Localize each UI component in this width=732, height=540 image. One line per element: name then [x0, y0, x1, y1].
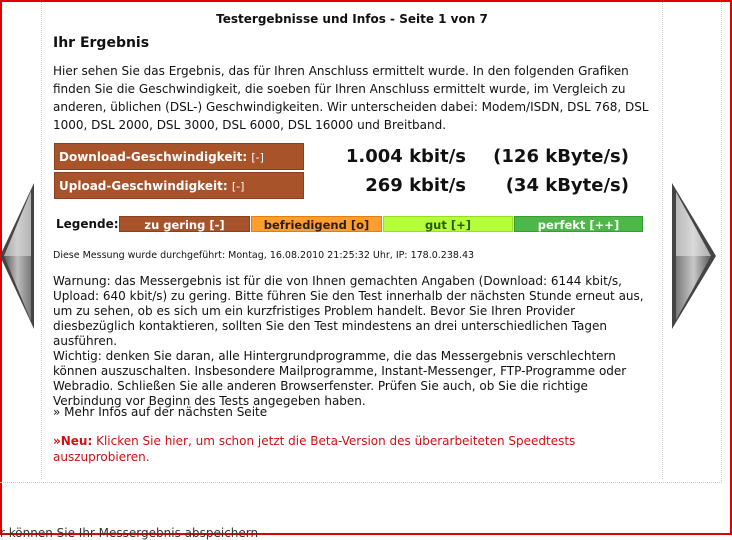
upload-label-box[interactable] — [54, 172, 304, 199]
previous-page-button[interactable] — [0, 183, 38, 333]
beta-new-label: »Neu: — [53, 434, 93, 448]
legend-item-too-low: zu gering [-] — [119, 216, 250, 232]
more-info-link[interactable]: » Mehr Infos auf der nächsten Seite — [53, 405, 268, 419]
next-page-button[interactable] — [670, 183, 718, 333]
download-row — [54, 143, 634, 170]
beta-link-text: Klicken Sie hier, um schon jetzt die Beta-Version des überarbeiteten Speedtests auszuprobieren. — [53, 434, 576, 464]
measurement-info: Diese Messung wurde durchgeführt: Montag, 16.08.2010 21:25:32 Uhr, IP: 178.0.238.43 — [53, 250, 475, 261]
upload-label: Upload-Geschwindigkeit: — [59, 179, 228, 193]
page-title: Testergebnisse und Infos - Seite 1 von 7 — [216, 12, 488, 26]
download-toggle[interactable]: [-] — [251, 151, 264, 164]
intro-text: Hier sehen Sie das Ergebnis, das für Ihren Anschluss ermittelt wurde. In den folgenden Grafiken finden Sie die Geschwindigkeit, die soeben für Ihren Anschluss ermittelt wurde, im Vergleich zu anderen, üblichen (DSL-) Geschwindigkeiten. Wir unterscheiden dabei: Modem/ISDN, DSL 768, DSL 1000, DSL 2000, DSL 3000, DSL 6000, DSL 16000 und Breitband. — [53, 64, 649, 132]
warning-text: Warnung: das Messergebnis ist für die von Ihnen gemachten Angaben (Download: 6144 kbit/s, Upload: 640 kbit/s) zu gering. Bitte führen Sie den Test innerhalb der nächsten Stunde erneut aus, um zu sehen, ob es sich um ein kurzfristiges Problem handelt. Bevor Sie Ihren Provider diesbezüglich kontaktieren, sollten Sie den Test mindestens an drei unterschiedlichen Tagen ausführen. — [53, 274, 644, 348]
download-kbyte: (126 kByte/s) — [493, 146, 629, 167]
download-kbit: 1.004 kbit/s — [345, 146, 466, 167]
legend-item-satisfactory: befriedigend [o] — [251, 216, 382, 232]
result-panel — [41, 2, 663, 479]
arrow-left-icon — [0, 183, 38, 329]
arrow-right-icon — [670, 183, 718, 329]
download-label-box[interactable] — [54, 143, 304, 170]
upload-row — [54, 172, 634, 199]
download-label: Download-Geschwindigkeit: — [59, 150, 248, 164]
upload-kbyte: (34 kByte/s) — [505, 175, 629, 196]
result-heading: Ihr Ergebnis — [53, 35, 150, 51]
legend-item-perfect: perfekt [++] — [514, 216, 643, 232]
warning-hint: Wichtig: denken Sie daran, alle Hintergrundprogramme, die das Messergebnis verschlechtern können auszuschalten. Insbesondere Mailprogramme, Instant-Messenger, FTP-Programme oder Webradio. Schließen Sie alle anderen Browserfenster. Prüfen Sie auch, ob Sie die richtige Verbindung vor Beginn des Tests angegeben haben. — [53, 349, 627, 408]
warning-block — [53, 274, 653, 409]
upload-toggle[interactable]: [-] — [231, 180, 245, 193]
legend-item-good: gut [+] — [383, 216, 513, 232]
legend — [53, 215, 653, 233]
upload-kbit: 269 kbit/s — [365, 175, 466, 196]
beta-link[interactable] — [53, 433, 653, 465]
save-result-text: r können Sie Ihr Messergebnis abspeichern — [0, 526, 259, 540]
legend-label: Legende: — [56, 217, 119, 231]
